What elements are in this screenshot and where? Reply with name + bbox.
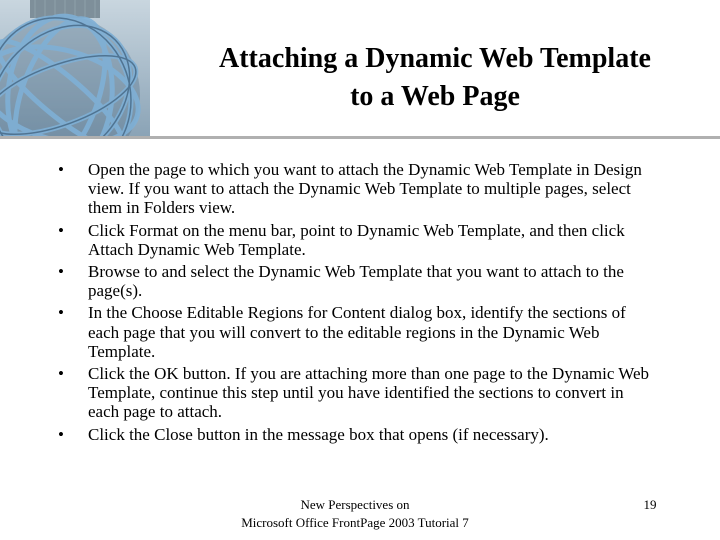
bullet-item — [58, 160, 658, 218]
slide-title-line-1: Attaching a Dynamic Web Template — [219, 43, 651, 74]
bullet-item — [58, 303, 658, 361]
bullet-glyph: • — [58, 364, 64, 384]
slide-footer — [200, 496, 510, 532]
bullet-glyph: • — [58, 303, 64, 323]
footer-line-1: New Perspectives on — [300, 497, 410, 512]
bullet-text: In the Choose Editable Regions for Content dialog box, identify the sections of each page that you will convert to the editable regions in the Dynamic Web Template. — [88, 303, 626, 361]
bullet-text: Click the OK button. If you are attaching more than one page to the Dynamic Web Template, continue this step until you have identified the sections to convert in each page to attach. — [88, 364, 650, 422]
bullet-glyph: • — [58, 220, 64, 240]
slide-title-line-2: to a Web Page — [350, 81, 520, 112]
bullet-item — [58, 221, 658, 259]
header-divider — [0, 136, 720, 139]
bullet-glyph: • — [58, 262, 64, 282]
bullet-item — [58, 262, 658, 300]
bullet-glyph: • — [58, 160, 64, 179]
bullet-text: Open the page to which you want to attach the Dynamic Web Template in Design view. If you want to attach the Dynamic Web Template to multiple pages, select them in Folders view. — [88, 160, 642, 218]
bullet-text: Click the Close button in the message box that opens (if necessary). — [88, 424, 549, 444]
header-sphere-image — [0, 0, 150, 137]
bullet-item — [58, 364, 658, 422]
bullet-text: Click Format on the menu bar, point to Dynamic Web Template, and then click Attach Dynamic Web Template. — [88, 220, 625, 259]
page-number: 19 — [643, 497, 657, 512]
bullet-text: Browse to and select the Dynamic Web Template that you want to attach to the page(s). — [88, 262, 624, 301]
slide-title — [160, 40, 710, 116]
bullet-list — [58, 160, 658, 447]
bullet-glyph: • — [58, 424, 64, 444]
footer-line-2: Microsoft Office FrontPage 2003 Tutorial 7 — [241, 515, 469, 530]
bullet-item — [58, 425, 658, 444]
